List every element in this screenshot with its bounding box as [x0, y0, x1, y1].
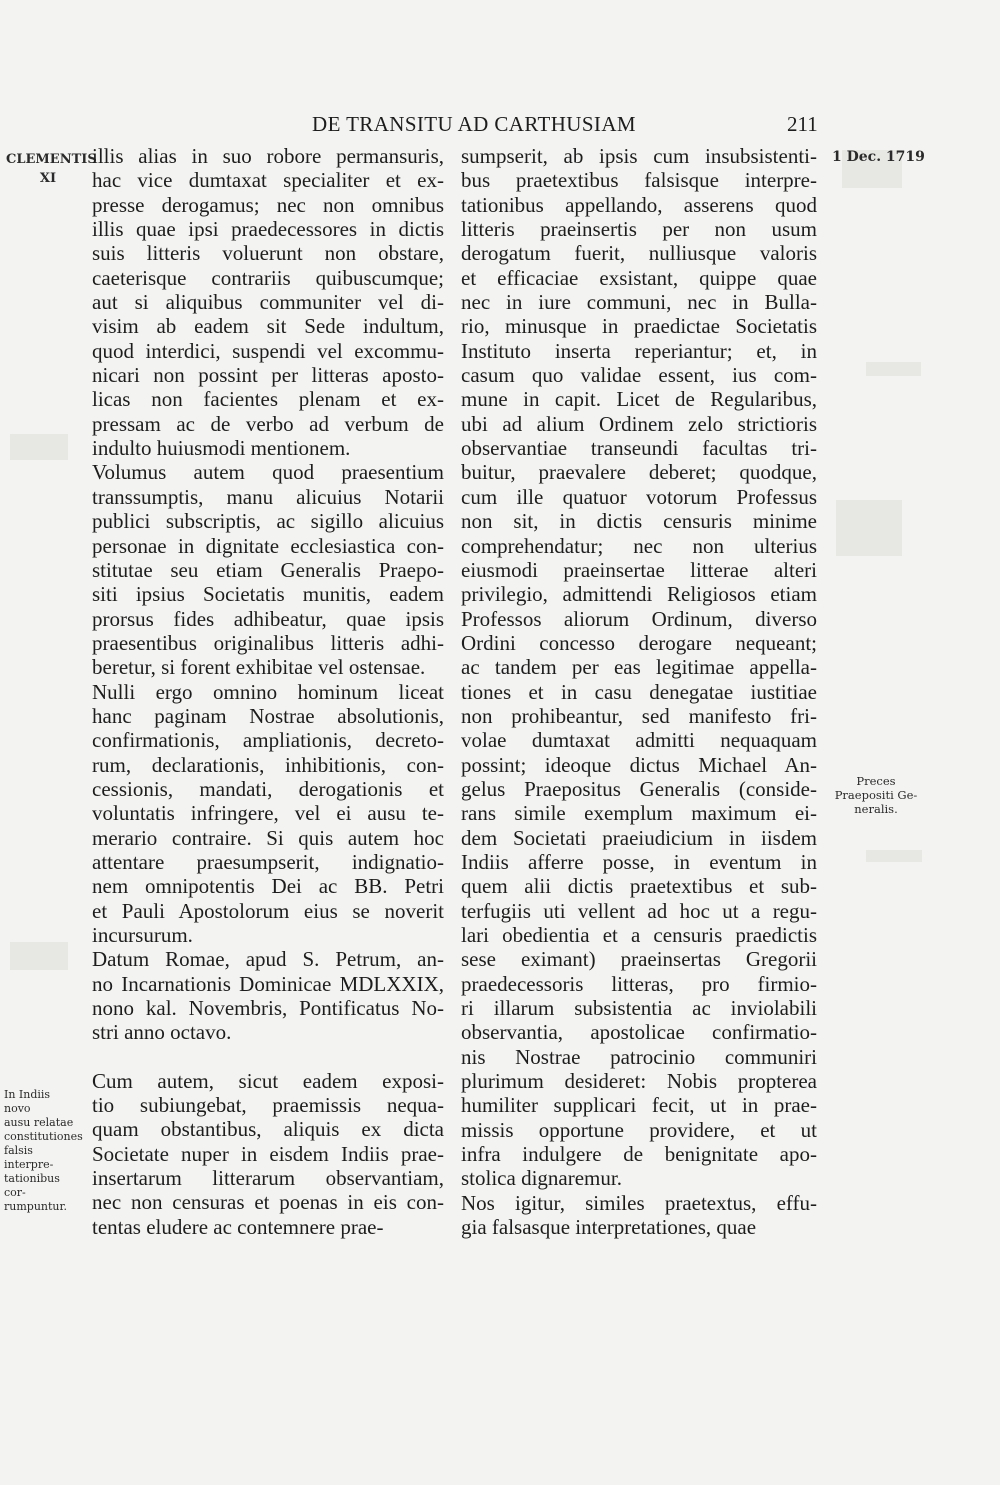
text-line: siti ipsius Societatis munitis, eadem: [92, 582, 444, 607]
text-line: rio, minusque in praedictae Societatis: [461, 314, 817, 339]
text-line: tiones et in casu denegatae iustitiae: [461, 679, 817, 704]
text-line: prorsus fides adhibeatur, quae ipsis: [92, 606, 444, 631]
text-line: suis litteris voluerunt non obstare,: [92, 241, 444, 266]
text-line: Ordini concesso derogare nequeant;: [461, 630, 817, 655]
text-line: nicari non possint per litteras aposto-: [92, 363, 444, 388]
show-through-mark: [10, 434, 68, 460]
paragraph-gap: [92, 1045, 444, 1069]
text-line: gelus Praepositus Generalis (conside-: [461, 776, 817, 801]
text-line: publici subscriptis, ac sigillo alicuius: [92, 509, 444, 534]
text-line: plurimum desideret: Nobis propterea: [461, 1069, 817, 1094]
margin-note-line: rumpuntur.: [4, 1200, 68, 1213]
text-line: praedecessoris litteras, pro firmio-: [461, 971, 817, 996]
margin-note-clementis: [6, 150, 97, 188]
text-line: insertarum litterarum observantiam,: [92, 1166, 444, 1191]
margin-note-preces: [826, 774, 926, 816]
text-line: aut si aliquibus communiter vel di-: [92, 290, 444, 315]
text-line: Professos aliorum Ordinum, diverso: [461, 606, 817, 631]
margin-note-line: XI: [39, 171, 57, 186]
running-head: DE TRANSITU AD CARTHUSIAM: [312, 112, 636, 136]
text-line: derogatum fuerit, nulliusque valoris: [461, 241, 817, 266]
text-line: ac tandem per eas legitimae appella-: [461, 655, 817, 680]
margin-note-line: constitutiones: [4, 1130, 83, 1143]
text-line: ri illarum subsistentia ac inviolabili: [461, 996, 817, 1021]
show-through-mark: [836, 500, 902, 556]
text-line: possint; ideoque dictus Michael An-: [461, 752, 817, 777]
text-line: transsumptis, manu alicuius Notarii: [92, 484, 444, 509]
text-line: volae dumtaxat admitti nequaquam: [461, 728, 817, 753]
margin-note-line: CLEMENTIS: [6, 152, 97, 167]
text-line: cessionis, mandati, derogationis et: [92, 776, 444, 801]
text-line: observantiae transeundi facultas tri-: [461, 436, 817, 461]
text-line: privilegio, admittendi Religiosos etiam: [461, 582, 817, 607]
text-line: sumpserit, ab ipsis cum insubsistenti-: [461, 144, 817, 168]
text-line: quem alii dictis praetextibus et sub-: [461, 874, 817, 899]
show-through-mark: [10, 942, 68, 970]
text-line: humiliter supplicari fecit, ut in prae-: [461, 1093, 817, 1118]
margin-note-line: Praepositi Ge-: [834, 788, 918, 802]
page-number: 211: [787, 112, 818, 136]
margin-note-line: falsis interpre-: [4, 1144, 54, 1171]
margin-note-line: ausu relatae: [4, 1116, 74, 1129]
margin-note-line: tationibus cor-: [4, 1172, 60, 1199]
margin-note-date: 1 Dec. 1719: [832, 149, 925, 165]
text-line: nec in iure communi, nec in Bulla-: [461, 290, 817, 315]
text-line: Nulli ergo omnino hominum liceat: [92, 679, 444, 704]
text-line: nis Nostrae patrocinio communiri: [461, 1044, 817, 1069]
margin-note-line: In Indiis novo: [4, 1088, 51, 1115]
text-line: no Incarnationis Dominicae MDLXXIX,: [92, 971, 444, 996]
text-line: Societate nuper in eisdem Indiis prae-: [92, 1141, 444, 1166]
text-line: Indiis afferre posse, in eventum in: [461, 849, 817, 874]
text-line: nec non censuras et poenas in eis con-: [92, 1190, 444, 1215]
text-line: tentas eludere ac contemnere prae-: [92, 1214, 384, 1239]
text-line: confirmationis, ampliationis, decreto-: [92, 728, 444, 753]
text-line: sese eximant) praeinsertas Gregorii: [461, 947, 817, 972]
text-line: stri anno octavo.: [92, 1020, 232, 1045]
text-line: indulto huiusmodi mentionem.: [92, 436, 351, 461]
text-line: non sit, in dictis censuris minime: [461, 509, 817, 534]
text-line: beretur, si forent exhibitae vel ostensae.: [92, 655, 426, 680]
text-line: hac vice dumtaxat specialiter et ex-: [92, 168, 444, 193]
text-line: infra indulgere de benignitate apo-: [461, 1142, 817, 1167]
text-line: personae in dignitate ecclesiastica con-: [92, 533, 444, 558]
text-line: caeterisque contrariis quibuscumque;: [92, 265, 444, 290]
show-through-mark: [866, 850, 922, 862]
text-line: nono kal. Novembris, Pontificatus No-: [92, 996, 444, 1021]
text-line: Instituto inserta reperiantur; et, in: [461, 338, 817, 363]
text-line: incursurum.: [92, 923, 193, 947]
text-line: voluntatis infringere, vel ei ausu te-: [92, 801, 444, 826]
left-text-column: [92, 144, 444, 1239]
text-line: et efficaciae exsistant, quippe quae: [461, 265, 817, 290]
text-line: Volumus autem quod praesentium: [92, 460, 444, 485]
show-through-mark: [866, 362, 921, 376]
margin-note-line: neralis.: [854, 802, 898, 816]
text-line: merario contraire. Si quis autem hoc: [92, 825, 444, 850]
text-line: visim ab eadem sit Sede indultum,: [92, 314, 444, 339]
text-line: missis opportune providere, et ut: [461, 1117, 817, 1142]
text-line: Cum autem, sicut eadem exposi-: [92, 1068, 444, 1093]
text-line: Datum Romae, apud S. Petrum, an-: [92, 947, 444, 972]
text-line: non prohibeantur, sed manifesto fri-: [461, 703, 817, 728]
text-line: et Pauli Apostolorum eius se noverit: [92, 898, 444, 923]
text-line: Nos igitur, similes praetextus, effu-: [461, 1190, 817, 1215]
text-line: observantia, apostolicae confirmatio-: [461, 1020, 817, 1045]
text-line: tationibus appellando, asserens quod: [461, 192, 817, 217]
text-line: cum ille quatuor votorum Professus: [461, 484, 817, 509]
text-line: illis alias in suo robore permansuris,: [92, 144, 444, 168]
text-line: stitutae seu etiam Generalis Praepo-: [92, 557, 444, 582]
text-line: stolica dignaremur.: [461, 1166, 622, 1191]
text-line: quod interdici, suspendi vel excommu-: [92, 338, 444, 363]
text-line: quam obstantibus, aliquis ex dicta: [92, 1117, 444, 1142]
text-line: tio subiungebat, praemissis nequa-: [92, 1093, 444, 1118]
text-line: comprehendatur; nec non ulterius: [461, 533, 817, 558]
right-text-column: [461, 144, 817, 1239]
text-line: pressam ac de verbo ad verbum de: [92, 411, 444, 436]
text-line: mune in capit. Licet de Regularibus,: [461, 387, 817, 412]
text-line: attentare praesumpserit, indignatio-: [92, 849, 444, 874]
text-line: eiusmodi praeinsertae litterae alteri: [461, 557, 817, 582]
text-line: praesentibus originalibus litteris adhi-: [92, 630, 444, 655]
text-line: rans simile exemplum maximum ei-: [461, 801, 817, 826]
text-line: hanc paginam Nostrae absolutionis,: [92, 703, 444, 728]
page-header: [0, 112, 1000, 142]
text-line: litteris praeinsertis per non usum: [461, 217, 817, 242]
text-line: lari obedientia et a censuris praedictis: [461, 923, 817, 947]
text-line: casum quo validae essent, ius com-: [461, 363, 817, 388]
margin-note-indiis: [4, 1088, 83, 1214]
text-line: presse derogamus; nec non omnibus: [92, 192, 444, 217]
text-line: nem omnipotentis Dei ac BB. Petri: [92, 874, 444, 899]
text-line: buitur, praevalere deberet; quodque,: [461, 460, 817, 485]
text-line: dem Societati praeiudicium in iisdem: [461, 825, 817, 850]
margin-note-line: Preces: [856, 774, 896, 788]
text-line: bus praetextibus falsisque interpre-: [461, 168, 817, 193]
text-line: gia falsasque interpretationes, quae: [461, 1215, 757, 1240]
text-line: illis quae ipsi praedecessores in dictis: [92, 217, 444, 242]
text-line: terfugiis uti vellent ad hoc ut a regu-: [461, 898, 817, 923]
text-line: rum, declarationis, inhibitionis, con-: [92, 752, 444, 777]
text-line: ubi ad alium Ordinem zelo strictioris: [461, 411, 817, 436]
text-line: licas non facientes plenam et ex-: [92, 387, 444, 412]
